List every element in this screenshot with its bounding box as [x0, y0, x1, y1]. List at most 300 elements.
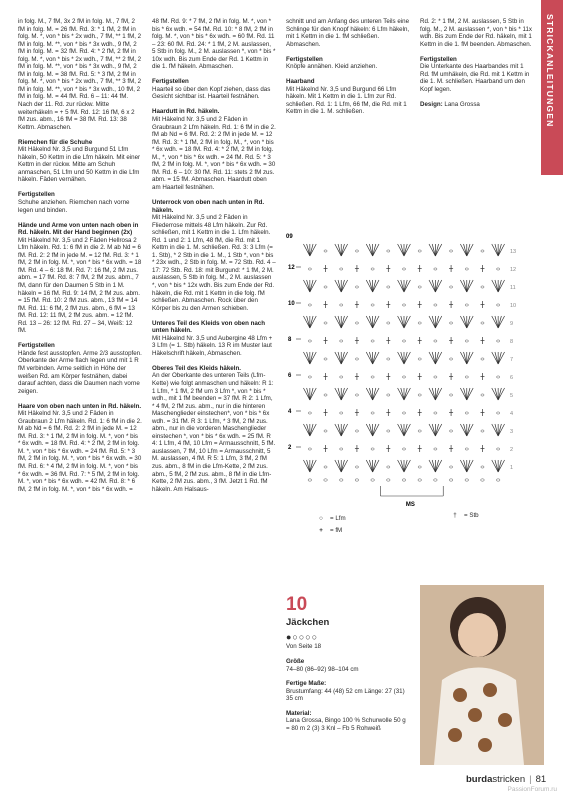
stitch-stb [401, 352, 404, 364]
stitch-stb [498, 280, 501, 292]
stitch-chain [434, 412, 437, 414]
stitch-stb [338, 352, 341, 364]
stitch-stb [429, 352, 435, 364]
section-heading: Oberes Teil des Kleids häkeln. [152, 364, 241, 372]
stitch-stb [467, 280, 473, 292]
base-chain [371, 479, 375, 481]
row-number-left: 2 [288, 445, 292, 451]
stitch-stb [429, 280, 435, 292]
stitch-stb [341, 424, 344, 436]
stitch-chain [387, 394, 390, 396]
paragraph: Fertigstellen Knöpfe annähen. Kleid anziehen. [286, 56, 410, 71]
stitch-stb [495, 352, 498, 364]
stitch-chain [402, 304, 405, 306]
stitch-chain [465, 448, 468, 450]
stitch-chain [497, 448, 500, 450]
base-chain [434, 479, 438, 481]
stitch-stb [498, 388, 501, 400]
stitch-chain [497, 412, 500, 414]
stitch-stb [404, 388, 410, 400]
stitch-stb [404, 388, 407, 400]
stitch-stb [467, 424, 473, 436]
stitch-stb [498, 352, 504, 364]
stitch-chain [355, 430, 358, 432]
side-tab-label: STRICKANLEITUNGEN [545, 14, 555, 128]
stitch-chain [418, 250, 421, 252]
stitch-stb [303, 388, 309, 400]
stitch-stb [373, 460, 376, 472]
stitch-chain [355, 466, 358, 468]
paragraph: Fertigstellen Schuhe anziehen. Riemchen nach vorne legen und binden. [18, 191, 142, 214]
stitch-chain [355, 358, 358, 360]
row-number-right: 2 [510, 447, 514, 453]
stitch-chain [465, 376, 468, 378]
stitch-stb [366, 388, 372, 400]
pattern-title: Jäckchen [286, 617, 330, 628]
stitch-stb [335, 280, 341, 292]
model-photo [420, 585, 544, 765]
stitch-chain [340, 412, 343, 414]
stitch-stb [467, 352, 473, 364]
stitch-stb [401, 244, 404, 256]
stitch-stb [498, 352, 501, 364]
stitch-chain [387, 286, 390, 288]
stitch-chain [324, 250, 327, 252]
stitch-stb [366, 244, 372, 256]
stitch-stb [492, 424, 498, 436]
stitch-chain [418, 466, 421, 468]
stitch-stb [338, 424, 341, 436]
stitch-stb [373, 280, 379, 292]
row-number-right: 11 [510, 285, 516, 291]
stitch-chain [371, 304, 374, 306]
stitch-stb [404, 280, 407, 292]
stitch-chain [324, 358, 327, 360]
paragraph: Riemchen für die Schuhe Mit Häkelnd Nr. 3,5 und Burgund 51 Lfm häkeln, 50 Kettm in die Lfm häkeln. Mit einer Kettm in der rückw. Mitte am Schuh anmaschen, 51 Lfm und 50 Kettm in die Lfm häkeln. Fäden vernähen. [18, 138, 141, 184]
stitch-stb [404, 460, 407, 472]
stitch-chain [324, 286, 327, 288]
stitch-chain [371, 448, 374, 450]
page-number: 81 [535, 774, 547, 785]
stitch-stb [310, 388, 316, 400]
stitch-stb [432, 460, 435, 472]
paragraph: Oberes Teil des Kleids häkeln. An der Oberkante des unteren Teils (Lfm-Kette) wie folgt anmaschen und häkeln: R 1: 1 Lfm, * 1 fM, 2 fM um 3 Lfm *, von * bis * wdh., mit 1 fM beenden = 37 fM. R 2: 1 Lfm, * 4 fM, 2 fM zus. abm., nur in die hinteren Maschenglieder einstechen*, von * bis * 6x wdh. = 31 fM. R 3: 1 Lfm, * 3 fM, 2 fM zus. abm., nur in die vorderen Maschenglieder einstechen *, von * bis * 6x wdh. = 25 fM. R 4: 1 Lfm, 4 fM, 10 Lfm = Armausschnitt, 5 fM. auslassen, 7 fM, 10 Lfm = Armausschnitt, 5 M. auslassen, 4 fM. R 5: 1 Lfm, 3 fM, 2 fM zus. abm., 8 fM in die Lfm-Kette, 2 fM zus. abm., 5 fM, 2 fM zus. abm., 8 fM in die Lfm-Kette, 2 fM zus. abm., 3 fM. Jetzt 1 Rd. fM häkeln. Am Halsaus- [152, 364, 276, 493]
stitch-stb [310, 388, 313, 400]
stitch-chain [418, 286, 421, 288]
stitch-stb [435, 280, 438, 292]
legend-sc: + = fM [312, 524, 346, 536]
stitch-stb [429, 244, 435, 256]
stitch-stb [460, 316, 466, 328]
section-heading: Haardutt in Rd. häkeln. [152, 108, 220, 116]
stitch-stb [432, 388, 435, 400]
stitch-stb [460, 460, 466, 472]
stitch-stb [341, 388, 347, 400]
stitch-stb [404, 424, 407, 436]
stitch-chain [324, 322, 327, 324]
stitch-stb [464, 388, 467, 400]
stitch-stb [495, 316, 498, 328]
stitch-stb [341, 316, 344, 328]
stitch-chain [418, 430, 421, 432]
stitch-stb [467, 460, 470, 472]
stitch-stb [398, 388, 404, 400]
stitch-stb [404, 316, 410, 328]
stitch-stb [366, 316, 372, 328]
paragraph: Haarband Mit Häkelnd Nr. 3,5 und Burgund 66 Lfm häkeln. Mit 1 Kettm in die 1. Lfm zur Rd. schließen. Rd. 1: 1 Lfm, 66 fM, die Rd. mit 1 Kettm in die 1. M. schließen. [286, 78, 410, 116]
ms-label: MS [405, 502, 415, 508]
section-heading: Fertigstellen [286, 55, 323, 63]
stitch-chain [402, 268, 405, 270]
stitch-stb [303, 316, 309, 328]
stitch-stb [307, 388, 310, 400]
stitch-stb [498, 316, 504, 328]
stitch-stb [310, 316, 313, 328]
stitch-chain [434, 268, 437, 270]
paragraph: Unterrock von oben nach unten in Rd. häkeln. Mit Häkelnd Nr. 3,5 und 2 Fäden in Fliederrose mittels 48 Lfm häkeln. Zur Rd. schließen, mit 1 Kettm in die 1. Lfm häkeln. Rd. 1 und 2: 1 Lfm, 48 fM, die Rd. mit 1 Kettm in die 1. M. schließen. Rd. 3: 3 Lfm (= 1. Stb), * 2 Stb in die 1. M., 1 Stb *, von * bis * 23x wdh., 2 Stb in folg. M. = 72 Stb. Rd. 4 – 17: 72 Stb. Rd. 18: mit Burgund: * 1 fM, 2 M. auslassen, 5 Stb in folg. M., 2 M. auslassen *, von * bis * 12x wdh. Bis zum Ende der Rd. häkeln, die Rd. mit 1 Kettm in die folg. fM schließen. Abmaschen. Rock über den Körper bis zu den Armen schieben. [152, 198, 276, 312]
stitch-stb [310, 352, 316, 364]
stitch-stb [341, 352, 347, 364]
stitch-stb [404, 352, 410, 364]
stitch-stb [369, 460, 372, 472]
stitch-chain [340, 448, 343, 450]
stitch-chain [449, 430, 452, 432]
stitch-chain [324, 430, 327, 432]
stitch-stb [338, 460, 341, 472]
stitch-chain [340, 340, 343, 342]
stitch-chain [340, 304, 343, 306]
stitch-stb [341, 244, 347, 256]
stitch-stb [303, 244, 309, 256]
stitch-stb [335, 316, 341, 328]
paragraph: Haare von oben nach unten in Rd. häkeln. Mit Häkelnd Nr. 3,5 und 2 Fäden in Graubraun 2 Lfm häkeln. Rd. 1: 6 fM in die 2. M ab Nd = 6 fM. Rd. 2: 2 fM in jede M. = 12 fM. Rd. 3: * 1 fM, 2 fM in folg. M. *, von * bis * 6x wdh. = 18 fM. Rd. 4: * 2 fM, 2 fM in folg. M. *, von * bis * 6x wdh. = 24 fM. Rd. 5: * 3 fM, 2 fM in folg. M. *, von * bis * 6x wdh. = 30 fM. Rd. 6: * 4 fM, 2 fM in folg. M. *, von * bis * 6x wdh. = 36 fM. Rd. 7: * 5 fM, 2 fM in folg. M. *, von * bis * 6x wdh. = 42 fM. Rd. 8: * 6 fM, 2 fM in folg. M. *, von * bis * 6x wdh. = [18, 402, 142, 493]
stitch-stb [467, 424, 470, 436]
stitch-stb [401, 460, 404, 472]
stitch-stb [435, 424, 441, 436]
stitch-stb [467, 388, 473, 400]
paragraph: Hände und Arme von unten nach oben in Rd. häkeln. Mit der Hand beginnen (2x) Mit Häkelnd Nr. 3,5 und 2 Fäden Hellrosa 2 Lfm häkeln. Rd. 1: 6 fM in die 2. M ab Nd = 6 fM. Rd. 2: 2 fM in jede M. = 12 fM. Rd. 3: * 1 fM, 2 fM in folg. M. *, von * bis * 6x wdh. = 18 fM. Rd. 4 – 6: 18 fM. Rd. 7: 16 fM, 2 fM zus. abm. = 17 fM. Rd. 8: 7 fM, 2 fM zus. abm., 7 fM, dann für den Daumen 5 Stb in 1 M. häkeln = 16 fM. Rd. 9: 14 fM, 2 fM zus. abm. = 15 fM. Rd. 10: 2 fM zus. abm., 13 fM = 14 fM. Rd. 11: 6 fM, 2 fM zus. abm., 6 fM = 13 fM. Rd. 12: 11 fM, 2 fM zus. abm. = 12 fM. Rd. 13 – 26: 12 fM. Rd. 27 – 34, Weiß: 12 fM. [18, 221, 142, 335]
pattern-number: 10 [286, 594, 308, 615]
stitch-stb [341, 388, 344, 400]
stitch-stb [498, 244, 501, 256]
stitch-stb [460, 424, 466, 436]
stitch-stb [492, 280, 498, 292]
stitch-chain [449, 286, 452, 288]
base-chain [324, 479, 328, 481]
stitch-chain [497, 304, 500, 306]
stitch-stb [310, 316, 316, 328]
paragraph: in folg. M., 7 fM, 3x 2 fM in folg. M., 7 fM, 2 fM in folg. M. = 26 fM. Rd. 3: * 1 fM, 2 fM in folg. M. *, von * bis * 2x wdh., 7 fM, ** 1 fM, 2 fM in folg. M. **, von * bis * 3x wdh., 9 fM, 2 fM in folg. M. = 32 fM. Rd. 4: * 2 fM, 2 fM in folg. M. *, von * bis * 2x wdh., 7 fM, ** 2 fM, 2 fM in folg. M. **, von * bis * 3x wdh., 9 fM, 2 fM in folg. M. = 38 fM. Rd. 5: * 3 fM, 2 fM in folg. M. *, von * bis * 2x wdh., 7 fM, ** 3 fM, 2 fM in folg. M. **, von * bis * 3x wdh., 10 fM, 2 fM in folg. M. = 44 fM. Rd. 6 – 11: 44 fM. Nach der 11. Rd. zur rückw. Mitte weiterhäkeln = + 5 fM. Rd. 12: 16 fM, 6 x 2 fM zus. abm., 16 fM = 38 fM. Rd. 13: 38 Kettm. Abmaschen. [18, 18, 142, 131]
stitch-stb [435, 244, 438, 256]
stitch-stb [498, 316, 501, 328]
stitch-stb [341, 244, 344, 256]
stitch-stb [373, 388, 376, 400]
text-column-1 [18, 18, 142, 501]
stitch-stb [398, 316, 404, 328]
stitch-stb [307, 280, 310, 292]
row-number-right: 9 [510, 321, 514, 327]
stitch-stb [492, 388, 498, 400]
stitch-stb [398, 352, 404, 364]
stitch-stb [338, 244, 341, 256]
stitch-chain [449, 394, 452, 396]
stitch-stb [498, 280, 504, 292]
stitch-stb [498, 460, 501, 472]
stitch-stb [338, 316, 341, 328]
stitch-stb [341, 460, 344, 472]
section-heading: Fertigstellen [18, 342, 55, 350]
stitch-chain [355, 322, 358, 324]
stitch-stb [303, 424, 309, 436]
stitch-chain [497, 376, 500, 378]
base-chain [387, 479, 391, 481]
stitch-stb [498, 244, 504, 256]
stitch-stb [435, 316, 438, 328]
stitch-stb [307, 424, 310, 436]
section-heading: Haarband [286, 78, 315, 86]
stitch-stb [303, 280, 309, 292]
stitch-stb [335, 244, 341, 256]
section-heading: Fertigstellen [18, 191, 55, 199]
stitch-stb [432, 244, 435, 256]
stitch-chain [465, 304, 468, 306]
row-number-right: 7 [510, 357, 514, 363]
stitch-chain [340, 376, 343, 378]
stitch-stb [460, 388, 466, 400]
row-number-right: 1 [510, 465, 514, 471]
stitch-chain [481, 358, 484, 360]
stitch-chain [481, 322, 484, 324]
stitch-stb [435, 460, 438, 472]
stitch-chain [402, 448, 405, 450]
stitch-chain [481, 394, 484, 396]
legend-stb: † = Stb [446, 512, 479, 519]
base-chain [339, 479, 343, 481]
stitch-stb [369, 244, 372, 256]
paragraph: Rd. 2: * 1 fM, 2 M. auslassen, 5 Stb in folg. M., 2 M. auslassen *, von * bis * 11x wdh. Bis zum Ende der Rd. häkeln, mit 1 Kettm in die 1. fM beenden. Abmaschen. [420, 18, 532, 48]
stitch-stb [464, 280, 467, 292]
stitch-stb [373, 316, 379, 328]
paragraph: Haardutt in Rd. häkeln. Mit Häkelnd Nr. 3,5 und 2 Fäden in Graubraun 2 Lfm häkeln. Rd. 1: 6 fM in die 2. fM ab Nd = 6 fM. Rd. 2: 2 fM in jede M. = 12 fM. Rd. 3: * 1 fM, 2 fM in folg. M., *, von * bis * 6x wdh. = 18 fM. Rd. 4: * 2 fM, 2 fM in folg. M., *, von * bis * 6x wdh. = 24 fM. Rd. 5: * 3 fM, 2 fM in folg. M. *, von * bis * 6x wdh. = 30 fM. Rd. 6 – 10: 30 fM. Rd. 11: stets 2 fM zus. abm. = 15 fM. Abmaschen. Haardutt oben am Haarteil festnähen. [152, 108, 276, 191]
stitch-stb [369, 280, 372, 292]
stitch-stb [464, 244, 467, 256]
stitch-chain [308, 376, 311, 378]
stitch-stb [398, 460, 404, 472]
stitch-stb [435, 316, 441, 328]
stitch-stb [495, 460, 498, 472]
base-chain [481, 479, 485, 481]
row-number-right: 6 [510, 375, 514, 381]
stitch-stb [464, 316, 467, 328]
stitch-stb [435, 388, 438, 400]
stitch-stb [435, 280, 441, 292]
stitch-stb [369, 424, 372, 436]
stitch-chain [465, 340, 468, 342]
stitch-chain [465, 412, 468, 414]
stitch-chain [324, 394, 327, 396]
section-side-tab [541, 0, 563, 175]
stitch-stb [460, 280, 466, 292]
base-chain [402, 479, 406, 481]
pattern-details: Größe 74–80 (86–92) 98–104 cm Fertige Maße: Brustumfang: 44 (48) 52 cm Länge: 27 (31) 35 cm Material: Lana Grossa, Bingo 100 % Schurwolle 50 g = 80 m 2 (3) 3 Knl – Fb 5 Rohweiß [286, 658, 406, 732]
stitch-chain [497, 340, 500, 342]
row-number-left: 8 [288, 337, 292, 343]
stitch-chain [308, 448, 311, 450]
stitch-chain [355, 250, 358, 252]
stitch-chain [308, 268, 311, 270]
stitch-stb [335, 352, 341, 364]
section-heading: Unterrock von oben nach unten in Rd. häkeln. [152, 198, 265, 214]
stitch-chain [402, 376, 405, 378]
stitch-stb [341, 316, 347, 328]
text-column-4 [420, 18, 532, 116]
stitch-stb [464, 352, 467, 364]
stitch-stb [373, 316, 376, 328]
stitch-stb [373, 352, 376, 364]
base-chain [465, 479, 469, 481]
row-number-left: 10 [288, 301, 295, 307]
paragraph: Fertigstellen Haarteil so über den Kopf ziehen, dass das Gesicht sichtbar ist. Haarteil festnähen. [152, 78, 276, 101]
stitch-stb [467, 460, 473, 472]
chart-top-label: 09 [286, 234, 293, 240]
stitch-chain [449, 322, 452, 324]
row-number-right: 8 [510, 339, 514, 345]
stitch-stb [492, 352, 498, 364]
stitch-stb [373, 424, 379, 436]
stitch-stb [310, 244, 313, 256]
stitch-stb [435, 352, 441, 364]
stitch-chain [387, 466, 390, 468]
stitch-stb [404, 424, 410, 436]
chain-symbol-icon: ○ [319, 514, 323, 522]
stitch-chain [387, 322, 390, 324]
stitch-stb [373, 244, 379, 256]
stitch-stb [335, 424, 341, 436]
stitch-chain [371, 412, 374, 414]
stitch-stb [310, 280, 316, 292]
stitch-stb [432, 352, 435, 364]
stitch-stb [307, 460, 310, 472]
row-number-right: 5 [510, 393, 514, 399]
stitch-chain [402, 340, 405, 342]
section-heading: Riemchen für die Schuhe [18, 138, 93, 146]
stitch-stb [369, 388, 372, 400]
watermark: PassionForum.ru [507, 786, 557, 793]
stitch-chain [418, 358, 421, 360]
stitch-stb [467, 388, 470, 400]
row-number-left: 6 [288, 373, 292, 379]
stitch-chain [324, 466, 327, 468]
stitch-stb [404, 244, 407, 256]
stitch-chain [355, 394, 358, 396]
stitch-stb [467, 316, 470, 328]
section-heading: Hände und Arme von unten nach oben in Rd. häkeln. Mit der Hand beginnen (2x) [18, 221, 139, 237]
base-chain [418, 479, 422, 481]
stitch-stb [435, 244, 441, 256]
stitch-stb [467, 352, 470, 364]
stitch-stb [307, 244, 310, 256]
stitch-chain [308, 412, 311, 414]
stitch-stb [341, 280, 344, 292]
stitch-stb [310, 460, 316, 472]
base-chain [449, 479, 453, 481]
stitch-chain [481, 430, 484, 432]
paragraph: Design: Lana Grossa [420, 100, 480, 108]
stitch-stb [369, 352, 372, 364]
stitch-stb [398, 280, 404, 292]
stitch-stb [373, 352, 379, 364]
stitch-chain [371, 376, 374, 378]
stitch-stb [432, 424, 435, 436]
stitch-stb [429, 424, 435, 436]
stitch-stb [429, 316, 435, 328]
stitch-stb [404, 460, 410, 472]
stitch-chain [449, 250, 452, 252]
difficulty-rating: ●○○○○ [286, 632, 319, 642]
stitch-chain [418, 394, 421, 396]
row-number-right: 3 [510, 429, 514, 435]
stitch-stb [373, 244, 376, 256]
stitch-chain [434, 304, 437, 306]
stitch-stb [498, 424, 501, 436]
stitch-chain [465, 268, 468, 270]
row-number-left: 4 [288, 409, 292, 415]
stitch-chain [387, 358, 390, 360]
stitch-chain [387, 430, 390, 432]
stb-symbol-icon: † [453, 512, 457, 519]
stitch-stb [464, 424, 467, 436]
stitch-stb [460, 352, 466, 364]
stitch-stb [401, 280, 404, 292]
row-number-right: 4 [510, 411, 514, 417]
stitch-stb [335, 388, 341, 400]
paragraph: Unteres Teil des Kleids von oben nach unten häkeln. Mit Häkelnd Nr. 3,5 und Aubergine 48 Lfm + 3 Lfm (= 1. Stb) häkeln. 13 R im Muster laut Häkelschrift häkeln, Abmaschen. [152, 320, 276, 358]
stitch-stb [338, 280, 341, 292]
stitch-chain [418, 322, 421, 324]
stitch-stb [335, 460, 341, 472]
row-number-right: 12 [510, 267, 517, 273]
stitch-stb [498, 388, 504, 400]
stitch-chain [308, 304, 311, 306]
stitch-stb [498, 460, 504, 472]
stitch-stb [373, 280, 376, 292]
stitch-chain [387, 250, 390, 252]
stitch-stb [495, 280, 498, 292]
stitch-stb [404, 244, 410, 256]
stitch-stb [435, 352, 438, 364]
stitch-stb [429, 460, 435, 472]
stitch-chain [434, 340, 437, 342]
paragraph: 48 fM. Rd. 9: * 7 fM, 2 fM in folg. M. *, von * bis * 6x wdh. = 54 fM. Rd. 10: * 8 fM, 2 fM in folg. M. *, von * bis * 6x wdh. = 60 fM. Rd. 11 – 23: 60 fM. Rd. 24: * 1 fM, 2 M. auslassen, 5 Stb in folg. M., 2 M. auslassen *, von * bis * 10x wdh. Bis zum Ende der Rd. 1 Kettm in die 1. fM häkeln. Abmaschen. [152, 18, 276, 71]
crochet-chart [284, 230, 534, 508]
stitch-stb [467, 244, 470, 256]
stitch-chain [371, 268, 374, 270]
stitch-stb [307, 316, 310, 328]
stitch-stb [398, 244, 404, 256]
stitch-stb [369, 316, 372, 328]
stitch-stb [341, 460, 347, 472]
stitch-stb [398, 424, 404, 436]
legend-chain: ○ = Lfm [312, 512, 346, 524]
stitch-stb [310, 280, 313, 292]
stitch-stb [366, 460, 372, 472]
stitch-stb [373, 460, 379, 472]
stitch-stb [404, 280, 410, 292]
page-reference: Von Seite 18 [286, 643, 322, 650]
stitch-chain [340, 268, 343, 270]
section-heading: Fertigstellen [420, 55, 457, 63]
stitch-chain [481, 286, 484, 288]
